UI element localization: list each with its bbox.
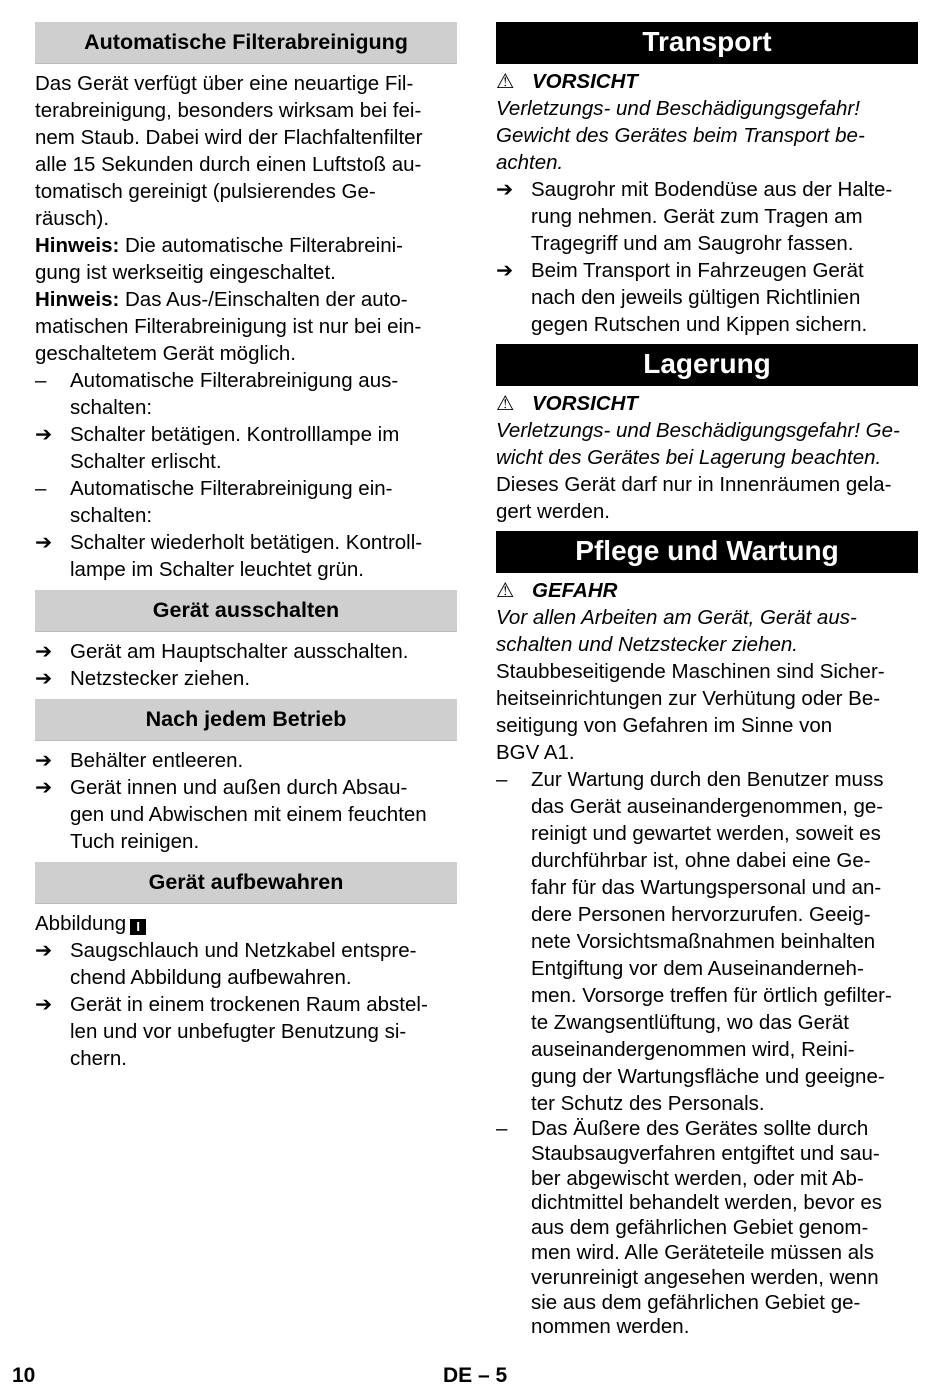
hint-factory-default: Hinweis: Die automatische Filterabreini- gung ist werkseitig eingeschaltet. [35,234,403,284]
dash-marker: – [35,477,47,500]
list-item: ➔ Beim Transport in Fahrzeugen Gerät nach den jeweils gültigen Richtlinien gegen Rutschen und Kippen sichern. [496,259,868,336]
list-item: ➔ Schalter betätigen. Kontrolllampe im Schalter erlischt. [35,423,400,473]
arrow-icon: ➔ [35,531,53,554]
dash-marker: – [496,768,508,791]
list-item: ➔ Saugrohr mit Bodendüse aus der Halte- rung nehmen. Gerät zum Tragen am Tragegriff und am Saugrohr fassen. [496,178,893,255]
care-text: Staubbeseitigende Maschinen sind Sicher- heitseinrichtungen zur Verhütung oder Be- seitigung von Gefahren im Sinne von BGV A1. [496,660,885,764]
list-item: ➔ Gerät in einem trockenen Raum abstel- len und vor unbefugter Benutzung si- chern. [35,993,428,1070]
care-warning-text: Vor allen Arbeiten am Gerät, Gerät aus- schalten und Netzstecker ziehen. [496,606,857,656]
arrow-icon: ➔ [496,178,514,201]
heading-storing-device: Gerät aufbewahren [35,862,457,904]
arrow-icon: ➔ [35,640,53,663]
left-column [35,22,457,1072]
heading-storage: Lagerung [496,344,918,386]
hint-switching: Hinweis: Das Aus-/Einschalten der auto- matischen Filterabreinigung ist nur bei ein- geschaltetem Gerät möglich. [35,288,422,365]
heading-automatic-filter-cleaning: Automatische Filterabreinigung [35,22,457,64]
hint-label: Hinweis: [35,234,120,257]
arrow-icon: ➔ [35,749,53,772]
section-label: DE – 5 [443,1364,508,1387]
heading-care-maintenance: Pflege und Wartung [496,531,918,573]
figure-ref-badge: I [130,919,146,935]
warning-triangle-icon: ⚠ [496,70,515,93]
heading-transport: Transport [496,22,918,64]
figure-reference: Abbildung I [35,910,457,937]
filter-description: Das Gerät verfügt über eine neuartige Fil- terabreinigung, besonders wirksam bei fei- nem Staub. Dabei wird der Flachfaltenfilter alle 15 Sekunden durch einen Luftstoß au- tomatisch gereinigt (pulsierendes Ge- räusch). [35,72,423,230]
arrow-icon: ➔ [35,939,53,962]
list-item: ➔ Netzstecker ziehen. [35,667,251,690]
caution-notice: ⚠ VORSICHT [496,392,638,415]
arrow-icon: ➔ [35,993,53,1016]
heading-after-operation: Nach jedem Betrieb [35,699,457,741]
storage-text: Dieses Gerät darf nur in Innenräumen gela- gert werden. [496,473,892,523]
dash-marker: – [496,1117,508,1140]
dash-marker: – [35,369,47,392]
list-item: ➔ Gerät am Hauptschalter ausschalten. [35,640,409,663]
list-item: – Automatische Filterabreinigung aus- schalten: [35,369,399,419]
transport-warning-text: Verletzungs- und Beschädigungsgefahr! Gewicht des Gerätes beim Transport be- achten. [496,97,865,174]
list-item: ➔ Gerät innen und außen durch Absau- gen und Abwischen mit einem feuchten Tuch reinigen. [35,776,427,853]
list-item: ➔ Schalter wiederholt betätigen. Kontroll- lampe im Schalter leuchtet grün. [35,531,423,581]
warning-triangle-icon: ⚠ [496,579,515,602]
arrow-icon: ➔ [496,259,514,282]
list-item: ➔ Saugschlauch und Netzkabel entspre- chend Abbildung aufbewahren. [35,939,417,989]
list-item: ➔ Behälter entleeren. [35,749,244,772]
arrow-icon: ➔ [35,423,53,446]
page-number: 10 [12,1364,36,1387]
list-item: – Automatische Filterabreinigung ein- schalten: [35,477,393,527]
danger-notice: ⚠ GEFAHR [496,579,618,602]
arrow-icon: ➔ [35,776,53,799]
caution-notice: ⚠ VORSICHT [496,70,638,93]
heading-shutdown: Gerät ausschalten [35,590,457,632]
list-item: – Das Äußere des Gerätes sollte durch Staubsaugverfahren entgiftet und sau- ber abgewischt werden, oder mit Ab- dichtmittel behandelt werden, bevor es aus dem gefährlichen Gebiet genom- men wird. Alle Geräteteile müssen als verunreinigt angesehen werden, wenn sie aus dem gefährlichen Gebiet ge- nommen werden. [496,1117,882,1339]
storage-warning-text: Verletzungs- und Beschädigungsgefahr! Ge- wicht des Gerätes bei Lagerung beachten. [496,419,900,469]
arrow-icon: ➔ [35,667,53,690]
list-item: – Zur Wartung durch den Benutzer muss das Gerät auseinandergenommen, ge- reinigt und gewartet werden, soweit es durchführbar ist, ohne dabei eine Ge- fahr für das Wartungspersonal und an- dere Personen hervorzurufen. Geeig- nete Vorsichtsmaßnahmen beinhalten Entgiftung vor dem Auseinanderneh- men. Vorsorge treffen für örtlich gefilter- te Zwangsentlüftung, wo das Gerät auseinandergenommen wird, Reini- gung der Wartungsfläche und geeigne- ter Schutz des Personals. [496,768,892,1115]
right-column [496,22,918,1340]
hint-label: Hinweis: [35,288,120,311]
warning-triangle-icon: ⚠ [496,392,515,415]
